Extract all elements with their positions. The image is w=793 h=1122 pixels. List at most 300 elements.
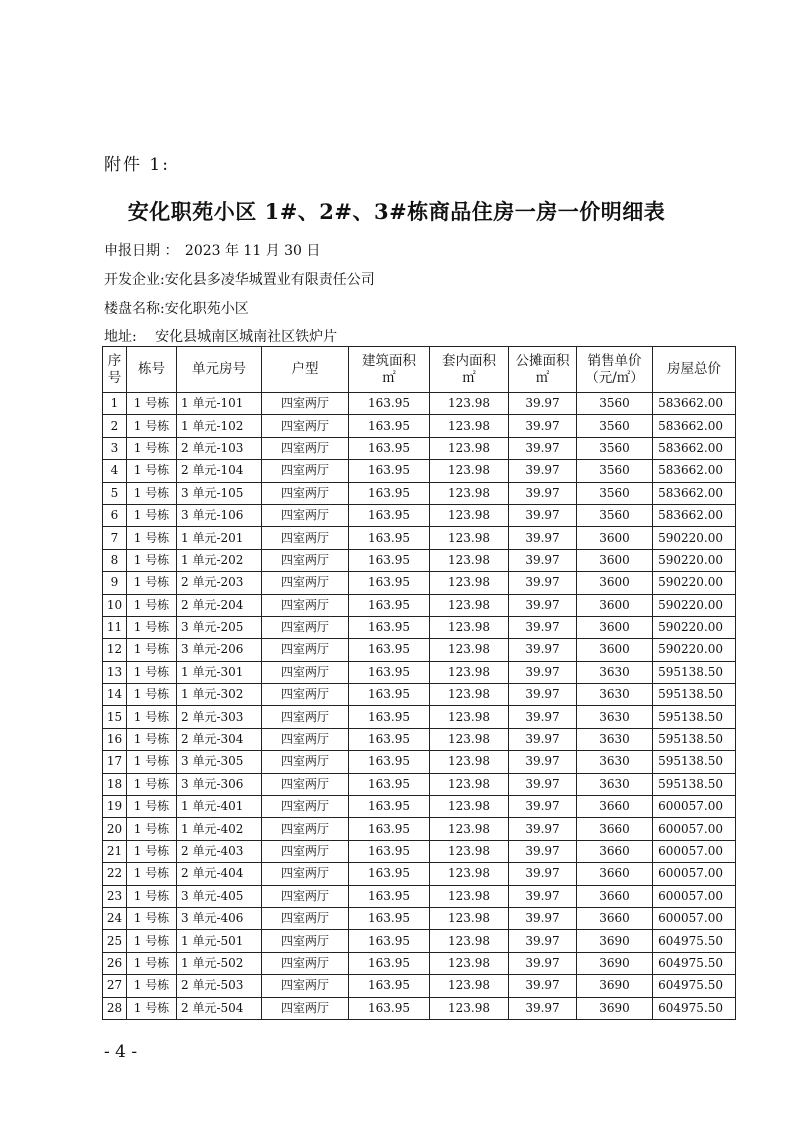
cell-unit-price: 3560: [577, 504, 653, 526]
cell-total-price: 583662.00: [653, 415, 736, 437]
cell-shared-area: 39.97: [509, 952, 577, 974]
cell-total-price: 595138.50: [653, 684, 736, 706]
cell-building: 1 号栋: [127, 952, 177, 974]
table-row: [103, 706, 736, 728]
cell-inner-area: 123.98: [430, 863, 509, 885]
cell-unit-room: 2 单元-104: [177, 460, 262, 482]
cell-unit-price: 3630: [577, 684, 653, 706]
cell-unit-room: 3 单元-406: [177, 907, 262, 929]
cell-unit-room: 1 单元-502: [177, 952, 262, 974]
table-header-row: [103, 347, 736, 393]
cell-unit-price: 3660: [577, 907, 653, 929]
cell-unit-room: 2 单元-203: [177, 572, 262, 594]
cell-gross-area: 163.95: [349, 684, 430, 706]
cell-gross-area: 163.95: [349, 863, 430, 885]
cell-building: 1 号栋: [127, 415, 177, 437]
cell-building: 1 号栋: [127, 482, 177, 504]
table-row: [103, 907, 736, 929]
cell-layout: 四室两厅: [262, 639, 349, 661]
cell-unit-room: 1 单元-301: [177, 661, 262, 683]
cell-unit-price: 3690: [577, 997, 653, 1019]
cell-inner-area: 123.98: [430, 393, 509, 415]
cell-unit-price: 3630: [577, 773, 653, 795]
cell-shared-area: 39.97: [509, 997, 577, 1019]
cell-gross-area: 163.95: [349, 460, 430, 482]
cell-shared-area: 39.97: [509, 572, 577, 594]
table-row: [103, 460, 736, 482]
cell-shared-area: 39.97: [509, 840, 577, 862]
cell-total-price: 604975.50: [653, 930, 736, 952]
cell-unit-price: 3660: [577, 863, 653, 885]
cell-total-price: 600057.00: [653, 840, 736, 862]
cell-unit-price: 3660: [577, 885, 653, 907]
cell-building: 1 号栋: [127, 661, 177, 683]
cell-building: 1 号栋: [127, 975, 177, 997]
cell-unit-price: 3660: [577, 840, 653, 862]
cell-seq: 26: [103, 952, 127, 974]
cell-layout: 四室两厅: [262, 706, 349, 728]
cell-unit-price: 3600: [577, 594, 653, 616]
cell-layout: 四室两厅: [262, 952, 349, 974]
cell-inner-area: 123.98: [430, 415, 509, 437]
cell-unit-price: 3600: [577, 639, 653, 661]
cell-layout: 四室两厅: [262, 907, 349, 929]
cell-gross-area: 163.95: [349, 527, 430, 549]
price-detail-table: [102, 346, 736, 1020]
cell-inner-area: 123.98: [430, 997, 509, 1019]
cell-total-price: 595138.50: [653, 661, 736, 683]
cell-total-price: 600057.00: [653, 907, 736, 929]
cell-total-price: 583662.00: [653, 460, 736, 482]
cell-layout: 四室两厅: [262, 527, 349, 549]
header-unit-price: 销售单价 （元/㎡）: [577, 347, 653, 393]
cell-gross-area: 163.95: [349, 907, 430, 929]
cell-layout: 四室两厅: [262, 997, 349, 1019]
cell-unit-price: 3560: [577, 437, 653, 459]
table-row: [103, 393, 736, 415]
cell-gross-area: 163.95: [349, 975, 430, 997]
cell-unit-price: 3690: [577, 975, 653, 997]
table-row: [103, 997, 736, 1019]
address-value: 安化县城南区城南社区铁炉片: [155, 329, 338, 345]
cell-building: 1 号栋: [127, 751, 177, 773]
cell-gross-area: 163.95: [349, 661, 430, 683]
cell-gross-area: 163.95: [349, 706, 430, 728]
cell-shared-area: 39.97: [509, 393, 577, 415]
cell-shared-area: 39.97: [509, 482, 577, 504]
cell-shared-area: 39.97: [509, 639, 577, 661]
report-date-label: 申报日期 ：: [104, 243, 179, 259]
cell-shared-area: 39.97: [509, 549, 577, 571]
cell-total-price: 583662.00: [653, 393, 736, 415]
table-body: [103, 393, 736, 1020]
cell-shared-area: 39.97: [509, 460, 577, 482]
cell-unit-price: 3600: [577, 572, 653, 594]
cell-inner-area: 123.98: [430, 504, 509, 526]
cell-building: 1 号栋: [127, 840, 177, 862]
address-line: [104, 326, 337, 346]
table-row: [103, 527, 736, 549]
cell-seq: 20: [103, 818, 127, 840]
cell-layout: 四室两厅: [262, 818, 349, 840]
header-unit-room: 单元房号: [177, 347, 262, 393]
cell-unit-price: 3600: [577, 549, 653, 571]
cell-total-price: 590220.00: [653, 639, 736, 661]
cell-unit-price: 3630: [577, 706, 653, 728]
cell-layout: 四室两厅: [262, 751, 349, 773]
cell-total-price: 604975.50: [653, 997, 736, 1019]
cell-layout: 四室两厅: [262, 863, 349, 885]
cell-inner-area: 123.98: [430, 639, 509, 661]
cell-gross-area: 163.95: [349, 482, 430, 504]
cell-total-price: 595138.50: [653, 728, 736, 750]
cell-layout: 四室两厅: [262, 594, 349, 616]
cell-seq: 11: [103, 616, 127, 638]
cell-building: 1 号栋: [127, 504, 177, 526]
cell-shared-area: 39.97: [509, 661, 577, 683]
cell-gross-area: 163.95: [349, 504, 430, 526]
cell-shared-area: 39.97: [509, 616, 577, 638]
cell-gross-area: 163.95: [349, 437, 430, 459]
cell-total-price: 583662.00: [653, 437, 736, 459]
cell-building: 1 号栋: [127, 863, 177, 885]
table-row: [103, 639, 736, 661]
cell-inner-area: 123.98: [430, 684, 509, 706]
cell-shared-area: 39.97: [509, 415, 577, 437]
table-row: [103, 549, 736, 571]
cell-layout: 四室两厅: [262, 975, 349, 997]
cell-unit-room: 2 单元-303: [177, 706, 262, 728]
cell-unit-price: 3690: [577, 930, 653, 952]
table-row: [103, 415, 736, 437]
cell-inner-area: 123.98: [430, 437, 509, 459]
cell-total-price: 590220.00: [653, 616, 736, 638]
cell-seq: 14: [103, 684, 127, 706]
cell-unit-room: 2 单元-504: [177, 997, 262, 1019]
cell-total-price: 590220.00: [653, 594, 736, 616]
cell-seq: 8: [103, 549, 127, 571]
table-row: [103, 728, 736, 750]
cell-unit-price: 3600: [577, 616, 653, 638]
cell-total-price: 583662.00: [653, 504, 736, 526]
cell-seq: 28: [103, 997, 127, 1019]
cell-shared-area: 39.97: [509, 975, 577, 997]
table-row: [103, 684, 736, 706]
table-row: [103, 975, 736, 997]
cell-seq: 7: [103, 527, 127, 549]
header-total-price: 房屋总价: [653, 347, 736, 393]
cell-inner-area: 123.98: [430, 661, 509, 683]
cell-building: 1 号栋: [127, 460, 177, 482]
cell-unit-room: 2 单元-304: [177, 728, 262, 750]
cell-gross-area: 163.95: [349, 751, 430, 773]
cell-layout: 四室两厅: [262, 930, 349, 952]
cell-inner-area: 123.98: [430, 885, 509, 907]
header-shared-area: 公摊面积 ㎡: [509, 347, 577, 393]
cell-total-price: 590220.00: [653, 549, 736, 571]
cell-unit-price: 3560: [577, 393, 653, 415]
cell-seq: 10: [103, 594, 127, 616]
cell-shared-area: 39.97: [509, 504, 577, 526]
header-layout: 户型: [262, 347, 349, 393]
project-name-value: 安化职苑小区: [164, 301, 249, 317]
attachment-label: 附件 1:: [104, 155, 170, 175]
table-row: [103, 594, 736, 616]
cell-unit-price: 3690: [577, 952, 653, 974]
cell-seq: 9: [103, 572, 127, 594]
cell-unit-price: 3660: [577, 818, 653, 840]
cell-layout: 四室两厅: [262, 684, 349, 706]
cell-shared-area: 39.97: [509, 885, 577, 907]
cell-shared-area: 39.97: [509, 706, 577, 728]
cell-seq: 6: [103, 504, 127, 526]
cell-unit-price: 3630: [577, 728, 653, 750]
cell-unit-room: 3 单元-405: [177, 885, 262, 907]
cell-inner-area: 123.98: [430, 907, 509, 929]
cell-gross-area: 163.95: [349, 594, 430, 616]
cell-gross-area: 163.95: [349, 773, 430, 795]
table-row: [103, 773, 736, 795]
cell-inner-area: 123.98: [430, 594, 509, 616]
cell-layout: 四室两厅: [262, 773, 349, 795]
cell-inner-area: 123.98: [430, 751, 509, 773]
cell-shared-area: 39.97: [509, 728, 577, 750]
cell-layout: 四室两厅: [262, 504, 349, 526]
cell-layout: 四室两厅: [262, 549, 349, 571]
cell-building: 1 号栋: [127, 527, 177, 549]
header-building: 栋号: [127, 347, 177, 393]
developer-value: 安化县多凌华城置业有限责任公司: [164, 272, 375, 288]
cell-unit-room: 2 单元-103: [177, 437, 262, 459]
cell-total-price: 595138.50: [653, 706, 736, 728]
cell-seq: 5: [103, 482, 127, 504]
cell-unit-price: 3560: [577, 415, 653, 437]
cell-building: 1 号栋: [127, 907, 177, 929]
cell-inner-area: 123.98: [430, 460, 509, 482]
cell-layout: 四室两厅: [262, 437, 349, 459]
cell-building: 1 号栋: [127, 393, 177, 415]
cell-gross-area: 163.95: [349, 728, 430, 750]
cell-gross-area: 163.95: [349, 818, 430, 840]
cell-seq: 12: [103, 639, 127, 661]
table-row: [103, 952, 736, 974]
header-seq: 序 号: [103, 347, 127, 393]
cell-inner-area: 123.98: [430, 706, 509, 728]
address-label: 地址:: [104, 329, 137, 345]
cell-total-price: 595138.50: [653, 751, 736, 773]
cell-unit-room: 2 单元-204: [177, 594, 262, 616]
cell-shared-area: 39.97: [509, 863, 577, 885]
cell-seq: 16: [103, 728, 127, 750]
cell-inner-area: 123.98: [430, 616, 509, 638]
cell-inner-area: 123.98: [430, 482, 509, 504]
cell-gross-area: 163.95: [349, 572, 430, 594]
cell-unit-room: 3 单元-105: [177, 482, 262, 504]
table-row: [103, 482, 736, 504]
table-row: [103, 885, 736, 907]
cell-shared-area: 39.97: [509, 907, 577, 929]
cell-seq: 4: [103, 460, 127, 482]
table-row: [103, 863, 736, 885]
cell-inner-area: 123.98: [430, 840, 509, 862]
cell-shared-area: 39.97: [509, 594, 577, 616]
cell-building: 1 号栋: [127, 594, 177, 616]
cell-layout: 四室两厅: [262, 840, 349, 862]
cell-unit-room: 1 单元-302: [177, 684, 262, 706]
page-title: 安化职苑小区 1#、2#、3#栋商品住房一房一价明细表: [127, 199, 666, 224]
project-name-line: [104, 298, 249, 318]
cell-gross-area: 163.95: [349, 415, 430, 437]
cell-gross-area: 163.95: [349, 885, 430, 907]
cell-building: 1 号栋: [127, 437, 177, 459]
cell-gross-area: 163.95: [349, 840, 430, 862]
cell-layout: 四室两厅: [262, 460, 349, 482]
cell-total-price: 600057.00: [653, 818, 736, 840]
cell-seq: 24: [103, 907, 127, 929]
cell-inner-area: 123.98: [430, 975, 509, 997]
cell-inner-area: 123.98: [430, 572, 509, 594]
cell-layout: 四室两厅: [262, 728, 349, 750]
cell-shared-area: 39.97: [509, 796, 577, 818]
cell-shared-area: 39.97: [509, 751, 577, 773]
cell-layout: 四室两厅: [262, 482, 349, 504]
cell-inner-area: 123.98: [430, 549, 509, 571]
report-date-value: 2023 年 11 月 30 日: [184, 243, 321, 259]
table-row: [103, 661, 736, 683]
cell-unit-price: 3660: [577, 796, 653, 818]
cell-total-price: 590220.00: [653, 572, 736, 594]
cell-total-price: 600057.00: [653, 796, 736, 818]
cell-seq: 23: [103, 885, 127, 907]
cell-building: 1 号栋: [127, 930, 177, 952]
cell-layout: 四室两厅: [262, 393, 349, 415]
cell-seq: 13: [103, 661, 127, 683]
cell-seq: 17: [103, 751, 127, 773]
cell-unit-room: 1 单元-401: [177, 796, 262, 818]
cell-unit-price: 3560: [577, 482, 653, 504]
cell-layout: 四室两厅: [262, 415, 349, 437]
table-row: [103, 796, 736, 818]
cell-gross-area: 163.95: [349, 997, 430, 1019]
table-row: [103, 840, 736, 862]
cell-unit-room: 3 单元-206: [177, 639, 262, 661]
header-inner-area: 套内面积 ㎡: [430, 347, 509, 393]
cell-layout: 四室两厅: [262, 616, 349, 638]
cell-unit-room: 1 单元-501: [177, 930, 262, 952]
cell-total-price: 595138.50: [653, 773, 736, 795]
developer-label: 开发企业:: [104, 272, 165, 288]
cell-unit-room: 2 单元-503: [177, 975, 262, 997]
table-row: [103, 437, 736, 459]
cell-unit-room: 3 单元-205: [177, 616, 262, 638]
cell-building: 1 号栋: [127, 728, 177, 750]
table-row: [103, 572, 736, 594]
cell-unit-room: 2 单元-404: [177, 863, 262, 885]
cell-building: 1 号栋: [127, 885, 177, 907]
cell-inner-area: 123.98: [430, 818, 509, 840]
cell-unit-room: 3 单元-106: [177, 504, 262, 526]
cell-layout: 四室两厅: [262, 661, 349, 683]
cell-shared-area: 39.97: [509, 684, 577, 706]
cell-unit-room: 1 单元-101: [177, 393, 262, 415]
cell-seq: 25: [103, 930, 127, 952]
cell-unit-room: 1 单元-202: [177, 549, 262, 571]
header-gross-area: 建筑面积 ㎡: [349, 347, 430, 393]
cell-shared-area: 39.97: [509, 930, 577, 952]
page-number: - 4 -: [104, 1042, 138, 1062]
cell-layout: 四室两厅: [262, 572, 349, 594]
cell-building: 1 号栋: [127, 796, 177, 818]
cell-building: 1 号栋: [127, 639, 177, 661]
cell-building: 1 号栋: [127, 684, 177, 706]
cell-inner-area: 123.98: [430, 773, 509, 795]
cell-unit-room: 1 单元-402: [177, 818, 262, 840]
cell-building: 1 号栋: [127, 818, 177, 840]
cell-seq: 15: [103, 706, 127, 728]
cell-total-price: 604975.50: [653, 952, 736, 974]
cell-unit-room: 3 单元-305: [177, 751, 262, 773]
cell-building: 1 号栋: [127, 549, 177, 571]
table-row: [103, 504, 736, 526]
cell-unit-room: 3 单元-306: [177, 773, 262, 795]
cell-gross-area: 163.95: [349, 930, 430, 952]
cell-seq: 2: [103, 415, 127, 437]
cell-building: 1 号栋: [127, 997, 177, 1019]
cell-layout: 四室两厅: [262, 885, 349, 907]
cell-seq: 18: [103, 773, 127, 795]
cell-gross-area: 163.95: [349, 616, 430, 638]
cell-seq: 21: [103, 840, 127, 862]
cell-shared-area: 39.97: [509, 773, 577, 795]
cell-total-price: 590220.00: [653, 527, 736, 549]
cell-seq: 27: [103, 975, 127, 997]
cell-gross-area: 163.95: [349, 796, 430, 818]
developer-line: [104, 269, 375, 289]
cell-unit-price: 3630: [577, 661, 653, 683]
cell-unit-price: 3630: [577, 751, 653, 773]
cell-unit-price: 3560: [577, 460, 653, 482]
cell-building: 1 号栋: [127, 616, 177, 638]
cell-unit-room: 1 单元-201: [177, 527, 262, 549]
cell-seq: 22: [103, 863, 127, 885]
cell-unit-room: 1 单元-102: [177, 415, 262, 437]
project-name-label: 楼盘名称:: [104, 301, 165, 317]
cell-inner-area: 123.98: [430, 796, 509, 818]
cell-gross-area: 163.95: [349, 393, 430, 415]
cell-total-price: 600057.00: [653, 885, 736, 907]
cell-building: 1 号栋: [127, 572, 177, 594]
table-row: [103, 616, 736, 638]
table-row: [103, 751, 736, 773]
cell-gross-area: 163.95: [349, 549, 430, 571]
cell-total-price: 600057.00: [653, 863, 736, 885]
table-row: [103, 930, 736, 952]
cell-seq: 3: [103, 437, 127, 459]
cell-layout: 四室两厅: [262, 796, 349, 818]
cell-inner-area: 123.98: [430, 728, 509, 750]
cell-inner-area: 123.98: [430, 952, 509, 974]
cell-gross-area: 163.95: [349, 952, 430, 974]
cell-building: 1 号栋: [127, 706, 177, 728]
cell-gross-area: 163.95: [349, 639, 430, 661]
table-row: [103, 818, 736, 840]
cell-shared-area: 39.97: [509, 818, 577, 840]
cell-unit-price: 3600: [577, 527, 653, 549]
cell-building: 1 号栋: [127, 773, 177, 795]
cell-inner-area: 123.98: [430, 930, 509, 952]
cell-total-price: 604975.50: [653, 975, 736, 997]
cell-seq: 1: [103, 393, 127, 415]
